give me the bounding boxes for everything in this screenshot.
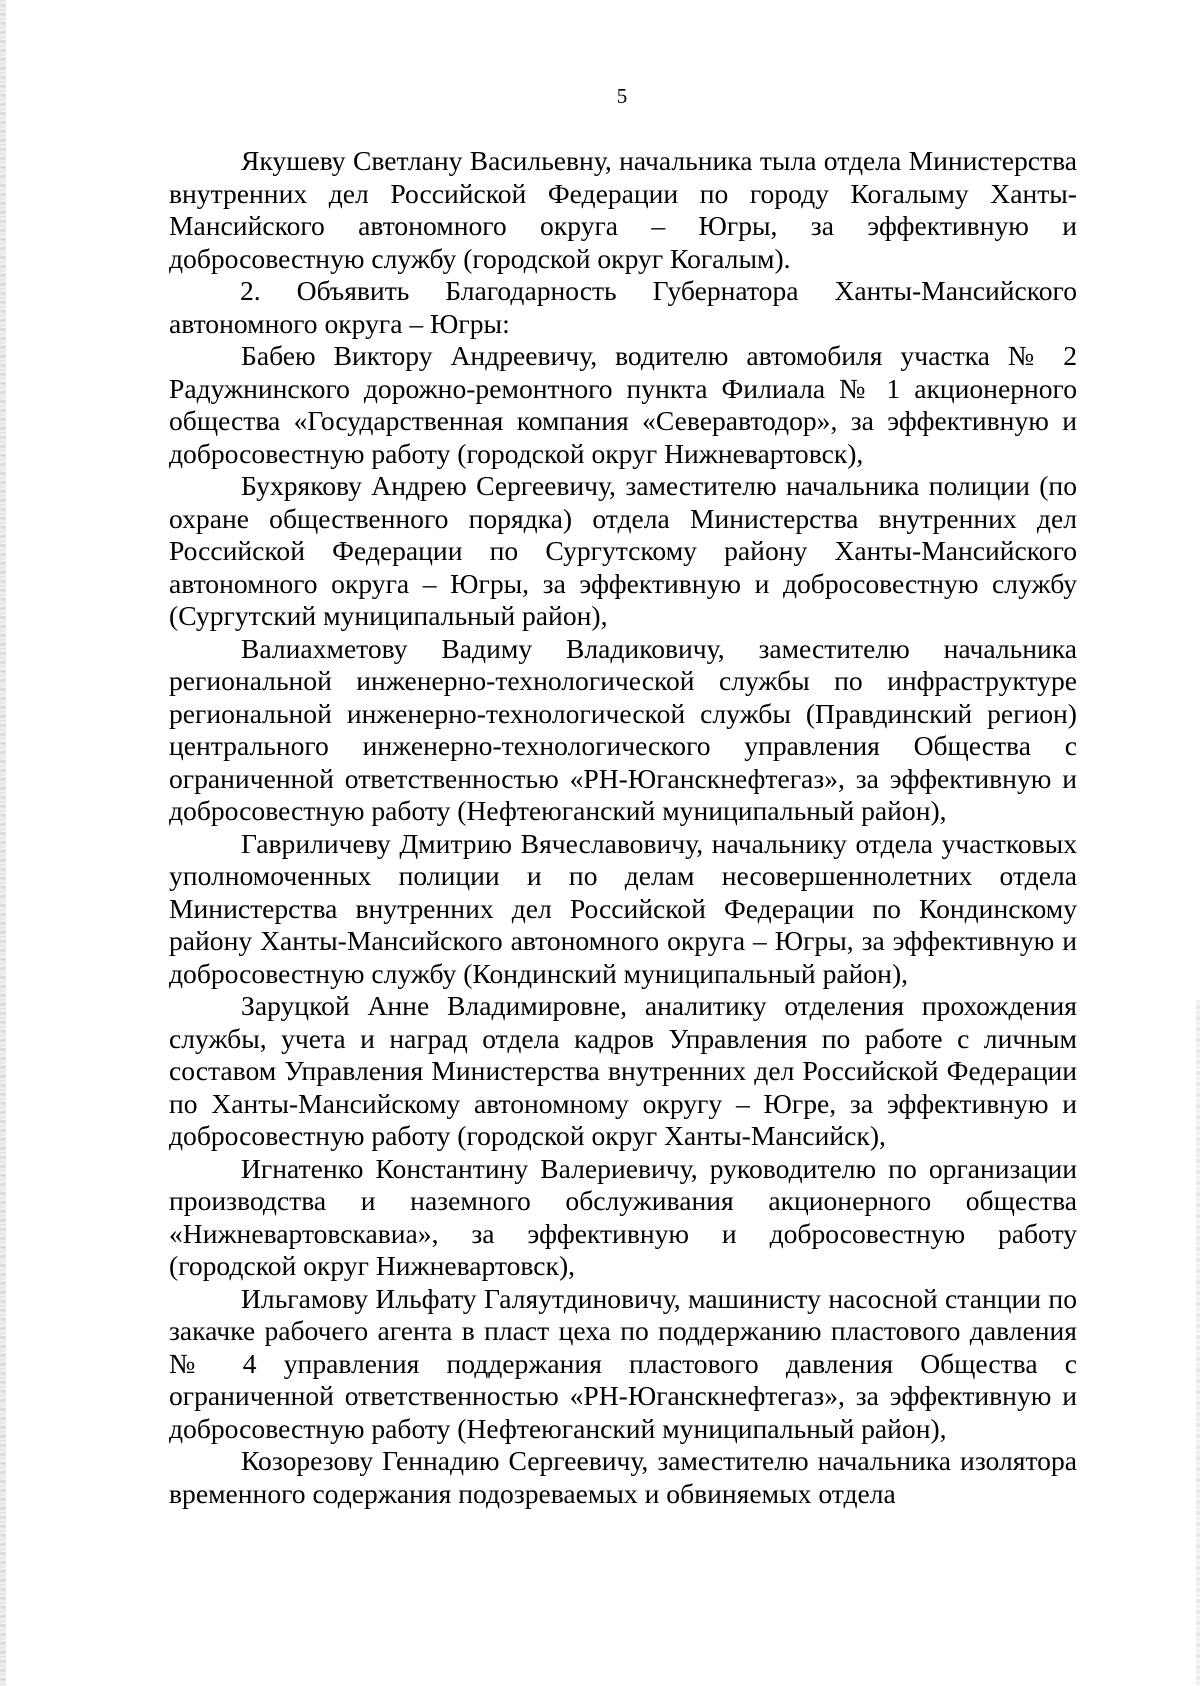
- paragraph-ilgamov: Ильгамову Ильфату Галяутдиновичу, машинисту насосной станции по закачке рабочего агента в пласт цеха по поддержанию пластового давления № 4 управления поддержания пластового давления Общества с ограниченной ответственностью «РН-Юганскнефтегаз», за эффективную и добросовестную работу (Нефтеюганский муниципальный район),: [169, 1282, 1077, 1444]
- paragraph-ignatenko: Игнатенко Константину Валериевичу, руководителю по организации производства и наземного обслуживания акционерного общества «Нижневартовскавиа», за эффективную и добросовестную работу (городской округ Нижневартовск),: [169, 1152, 1077, 1281]
- paragraph-item-2: 2. Объявить Благодарность Губернатора Ханты-Мансийского автономного округа – Югры:: [169, 275, 1077, 339]
- scan-edge-right: [1196, 1000, 1200, 1686]
- paragraph-zarutskaya: Заруцкой Анне Владимировне, аналитику отделения прохождения службы, учета и наград отдела кадров Управления по работе с личным составом Управления Министерства внутренних дел Российской Федерации по Ханты-Мансийскому автономному округу – Югре, за эффективную и добросовестную работу (городской округ Ханты-Мансийск),: [169, 990, 1077, 1151]
- page-number: 5: [616, 84, 628, 108]
- paragraph-yakusheva: Якушеву Светлану Васильевну, начальника тыла отдела Министерства внутренних дел Российской Федерации по городу Когалыму Ханты-Мансийского автономного округа – Югры, за эффективную и добросовестную службу (городской округ Когалым).: [169, 145, 1077, 274]
- paragraph-gavrilichev: Гавриличеву Дмитрию Вячеславовичу, начальнику отдела участковых уполномоченных полиции и по делам несовершеннолетних отдела Министерства внутренних дел Российской Федерации по Кондинскому району Ханты-Мансийского автономного округа – Югры, за эффективную и добросовестную службу (Кондинский муниципальный район),: [169, 827, 1077, 989]
- paragraph-bukhryakov: Бухрякову Андрею Сергеевичу, заместителю начальника полиции (по охране общественного порядка) отдела Министерства внутренних дел Российской Федерации по Сургутскому району Ханты-Мансийского автономного округа – Югры, за эффективную и добросовестную службу (Сургутский муниципальный район),: [169, 470, 1077, 631]
- scan-edge-left: [0, 0, 6, 1686]
- paragraph-valiakhmetov: Валиахметову Вадиму Владиковичу, заместителю начальника региональной инженерно-технологической службы по инфраструктуре региональной инженерно-технологической службы (Правдинский регион) центрального инженерно-технологического управления Общества с ограниченной ответственностью «РН-Юганскнефтегаз», за эффективную и добросовестную работу (Нефтеюганский муниципальный район),: [169, 632, 1077, 826]
- document-body: [169, 145, 1077, 1510]
- paragraph-kozorezov: Козорезову Геннадию Сергеевичу, заместителю начальника изолятора временного содержания подозреваемых и обвиняемых отдела: [169, 1445, 1077, 1509]
- paragraph-babey: Бабею Виктору Андреевичу, водителю автомобиля участка № 2 Радужнинского дорожно-ремонтного пункта Филиала № 1 акционерного общества «Государственная компания «Северавтодор», за эффективную и добросовестную работу (городской округ Нижневартовск),: [169, 340, 1077, 469]
